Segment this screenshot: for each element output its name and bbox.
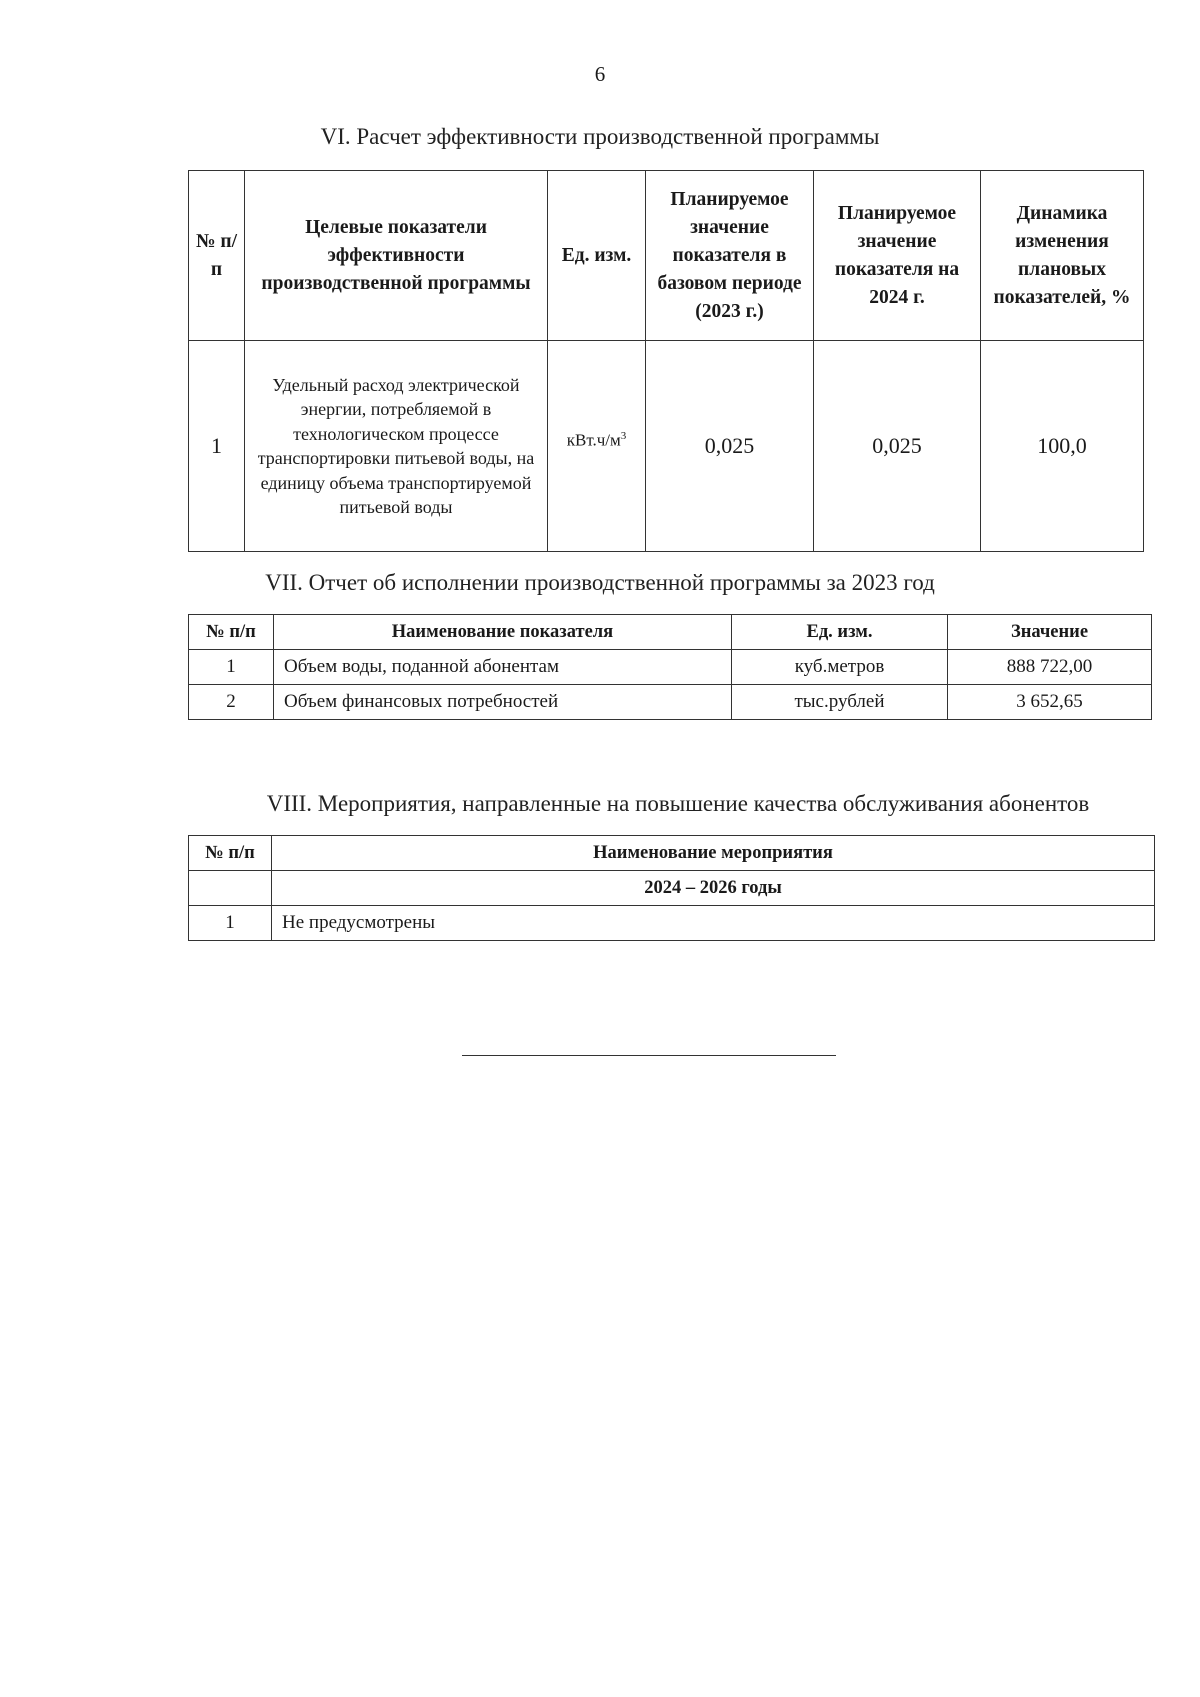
row-name: Не предусмотрены [272,906,1155,941]
table-row [189,341,1144,552]
section-vii-title: VII. Отчет об исполнении производственной программы за 2023 год [265,570,935,595]
end-divider-line [462,1055,836,1056]
header-number: № п/п [189,171,245,341]
row-plan-value: 0,025 [814,341,981,552]
row-indicator: Удельный расход электрической энергии, потребляемой в технологическом процессе транспортировки питьевой воды, на единицу объема транспортируемой питьевой воды [245,341,548,552]
row-dynamics: 100,0 [981,341,1144,552]
table-header-row [189,615,1152,650]
row-value: 3 652,65 [948,685,1152,720]
row-number: 2 [189,685,274,720]
table-header-row [189,836,1155,871]
header-value: Значение [948,615,1152,650]
period-label: 2024 – 2026 годы [272,871,1155,906]
table-row [189,685,1152,720]
table-header-row [189,171,1144,341]
row-unit: тыс.рублей [732,685,948,720]
header-name: Наименование показателя [274,615,732,650]
row-unit [548,341,646,552]
table-row [189,650,1152,685]
row-number: 1 [189,906,272,941]
section-vi-title: VI. Расчет эффективности производственной программы [320,124,880,149]
header-base-value: Планируемое значение показателя в базовом периоде (2023 г.) [646,171,814,341]
execution-report-table [188,614,1152,720]
row-unit: куб.метров [732,650,948,685]
header-measure-name: Наименование мероприятия [272,836,1155,871]
efficiency-table [188,170,1144,552]
row-name: Объем финансовых потребностей [274,685,732,720]
header-dynamics: Динамика изменения плановых показателей, % [981,171,1144,341]
header-unit: Ед. изм. [548,171,646,341]
header-plan-value: Планируемое значение показателя на 2024 г. [814,171,981,341]
section-viii-title: VIII. Мероприятия, направленные на повышение качества обслуживания абонентов [266,791,1090,816]
unit-text: кВт.ч/м [566,431,621,451]
row-name: Объем воды, поданной абонентам [274,650,732,685]
row-value: 888 722,00 [948,650,1152,685]
period-empty-cell [189,871,272,906]
row-number: 1 [189,341,245,552]
period-row [189,871,1155,906]
measures-table [188,835,1155,941]
unit-superscript: 3 [620,430,627,443]
row-number: 1 [189,650,274,685]
table-row [189,906,1155,941]
header-indicator: Целевые показатели эффективности производственной программы [245,171,548,341]
row-base-value: 0,025 [646,341,814,552]
page-number: 6 [594,62,606,86]
header-number: № п/п [189,836,272,871]
header-unit: Ед. изм. [732,615,948,650]
header-number: № п/п [189,615,274,650]
